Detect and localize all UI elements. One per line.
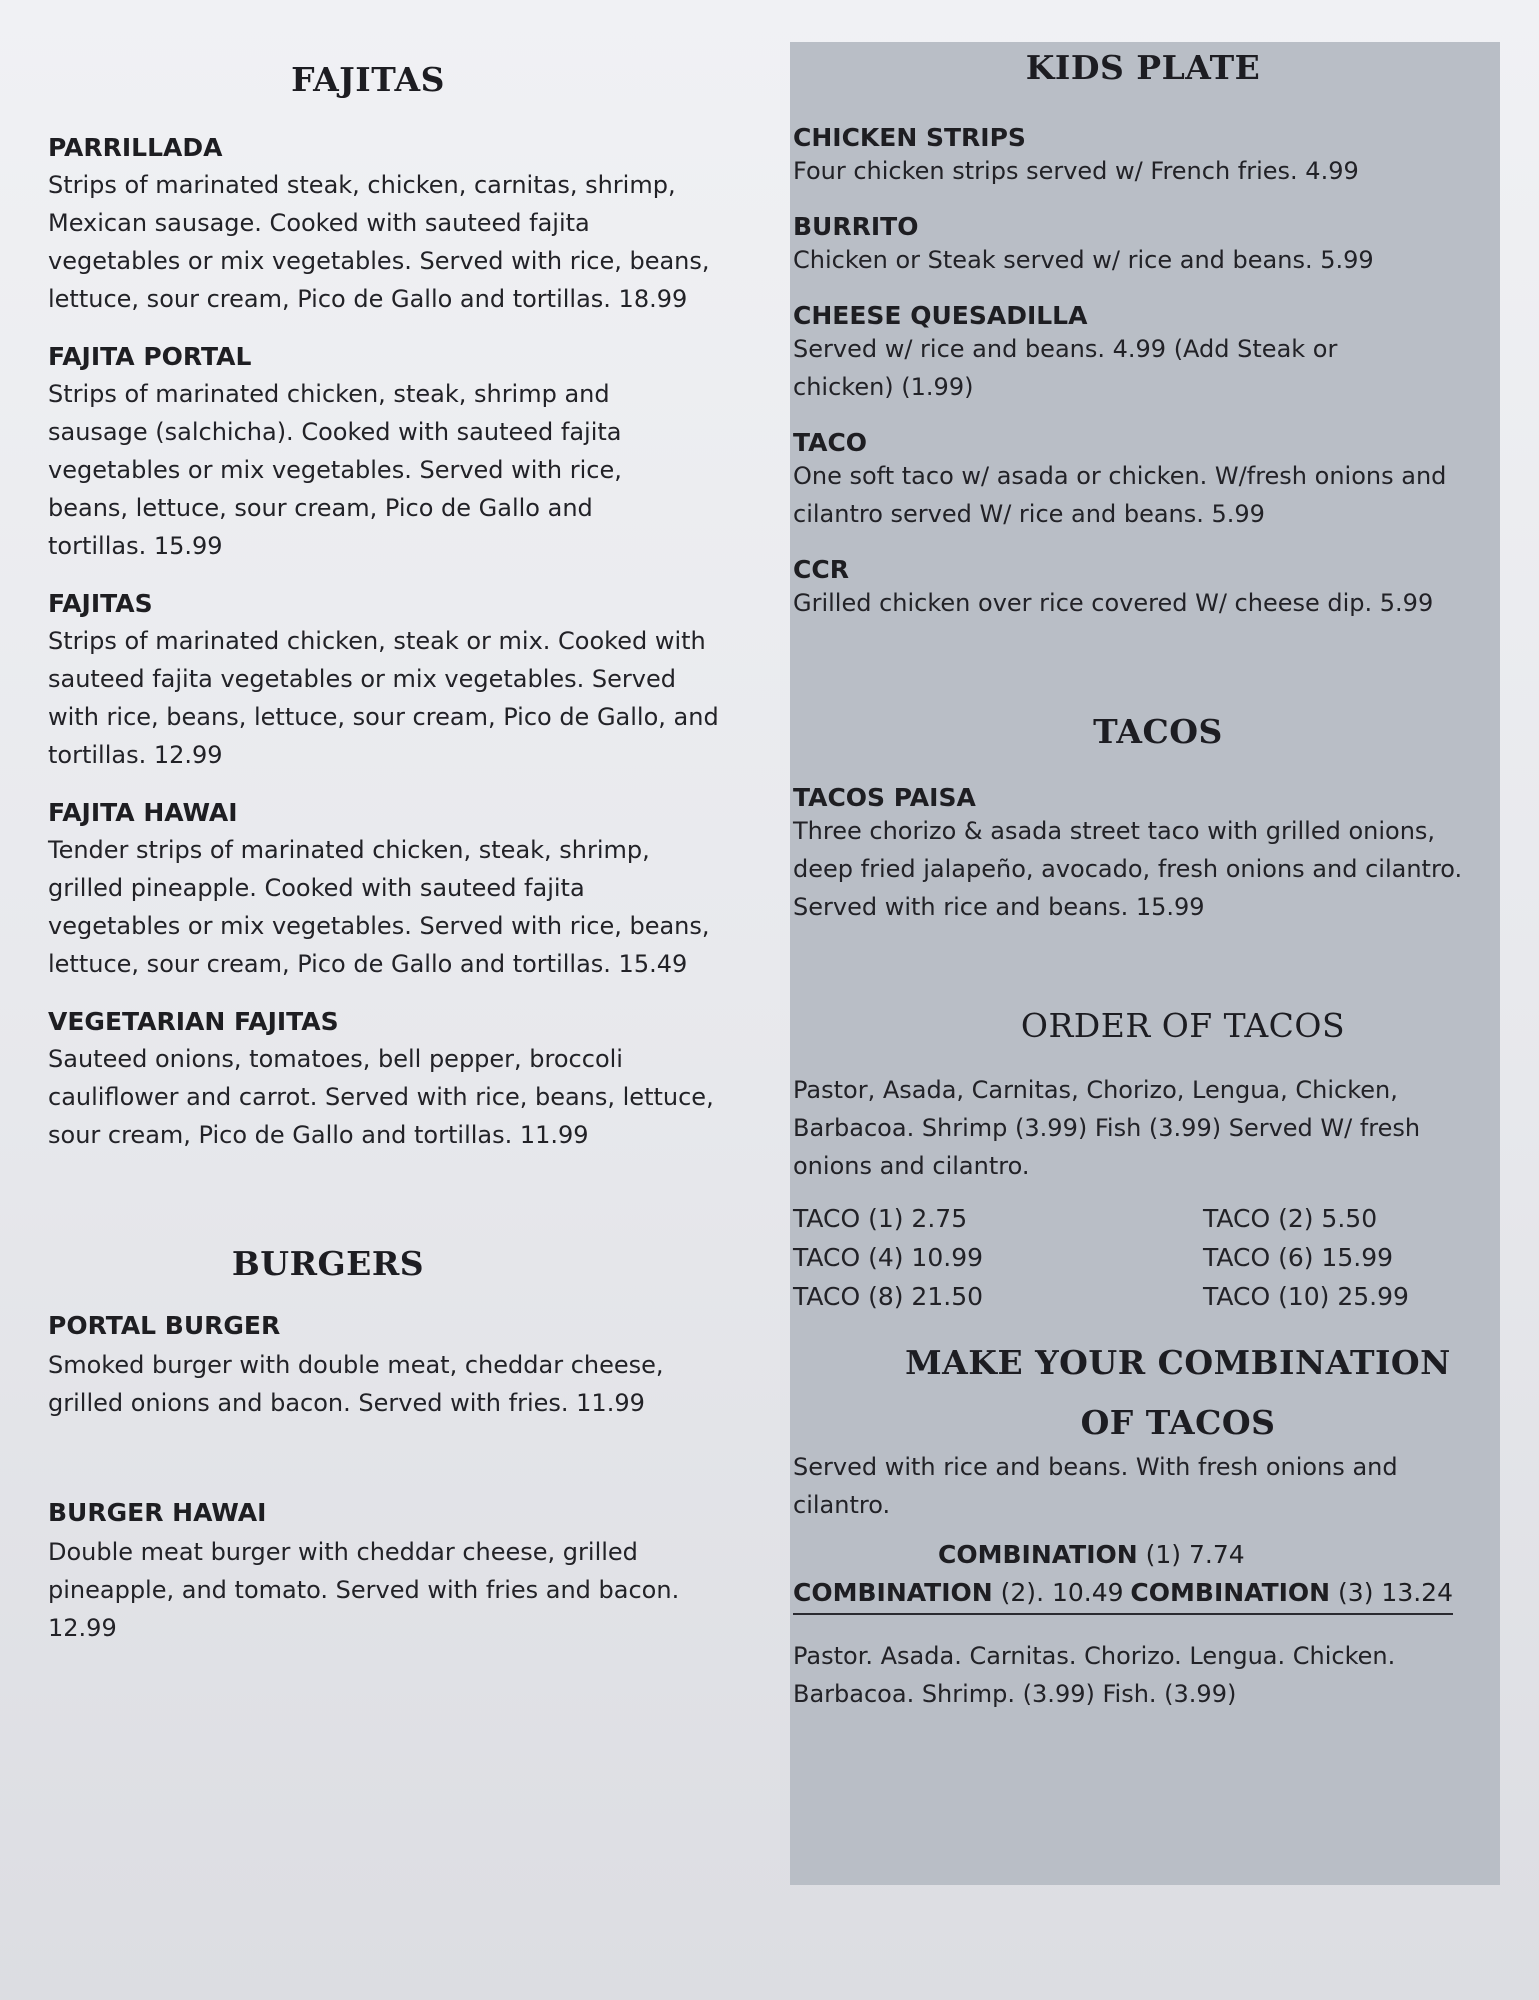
item-name: CHEESE QUESADILLA <box>793 301 1088 330</box>
item-description: Strips of marinated chicken, steak or mix. Cooked with sauteed fajita vegetables or mix vegetables. Served with rice, beans, lettuce, sour cream, Pico de Gallo, and tortillas. 12.99 <box>48 627 719 769</box>
menu-item <box>48 1311 728 1422</box>
order-of-tacos-heading: ORDER OF TACOS <box>1020 1006 1346 1045</box>
item-name: CCR <box>793 555 849 584</box>
item-description: Smoked burger with double meat, cheddar cheese, grilled onions and bacon. Served with fries. 11.99 <box>48 1351 664 1417</box>
item-name: FAJITAS <box>48 589 153 618</box>
combination-2 <box>793 1574 1124 1612</box>
combination-description: Served with rice and beans. With fresh onions and cilantro. <box>793 1453 1398 1519</box>
item-name: FAJITA PORTAL <box>48 342 252 371</box>
taco-price-list <box>793 1199 1493 1316</box>
tacos-heading: TACOS <box>1093 712 1223 751</box>
item-description: Four chicken strips served w/ French fries. 4.99 <box>793 157 1359 185</box>
item-name: VEGETARIAN FAJITAS <box>48 1007 339 1036</box>
item-name: BURGER HAWAI <box>48 1498 267 1527</box>
menu-item <box>793 301 1493 406</box>
menu-item <box>48 1498 728 1647</box>
menu-item <box>793 555 1493 622</box>
taco-price: TACO (4) 10.99 <box>793 1243 984 1272</box>
item-description: Grilled chicken over rice covered W/ cheese dip. 5.99 <box>793 589 1434 617</box>
combination-price: (2). 10.49 <box>992 1578 1124 1607</box>
taco-price: TACO (8) 21.50 <box>793 1282 984 1311</box>
combination-fillings: Pastor. Asada. Carnitas. Chorizo. Lengua. Chicken. Barbacoa. Shrimp. (3.99) Fish. (3.99) <box>793 1642 1396 1708</box>
menu-item <box>48 1007 728 1154</box>
order-of-tacos-description: Pastor, Asada, Carnitas, Chorizo, Lengua, Chicken, Barbacoa. Shrimp (3.99) Fish (3.99) Served W/ fresh onions and cilantro. <box>793 1076 1421 1180</box>
combination-1 <box>793 1536 1493 1574</box>
item-description: Double meat burger with cheddar cheese, grilled pineapple, and tomato. Served with fries and bacon. 12.99 <box>48 1538 680 1642</box>
combination-label: COMBINATION <box>793 1578 993 1607</box>
item-description: Three chorizo & asada street taco with grilled onions, deep fried jalapeño, avocado, fresh onions and cilantro. Served with rice and beans. 15.99 <box>793 817 1463 921</box>
menu-item <box>48 342 728 565</box>
item-name: BURRITO <box>793 212 919 241</box>
item-name: TACO <box>793 428 868 457</box>
menu-item <box>793 428 1493 533</box>
combination-row <box>793 1574 1493 1615</box>
item-name: CHICKEN STRIPS <box>793 123 1026 152</box>
item-description: Strips of marinated steak, chicken, carnitas, shrimp, Mexican sausage. Cooked with sauteed fajita vegetables or mix vegetables. Served with rice, beans, lettuce, sour cream, Pico de Gallo and tortillas. 18.99 <box>48 171 710 313</box>
right-column <box>793 42 1493 1713</box>
combination-heading-line2: OF TACOS <box>1080 1403 1276 1442</box>
combination-price: (1) 7.74 <box>1137 1540 1245 1569</box>
item-name: TACOS PAISA <box>793 783 976 812</box>
combination-3 <box>1130 1574 1453 1612</box>
menu-item <box>793 783 1493 926</box>
taco-price: TACO (6) 15.99 <box>1203 1243 1394 1272</box>
kids-plate-heading: KIDS PLATE <box>1025 48 1261 87</box>
item-description: Tender strips of marinated chicken, steak, shrimp, grilled pineapple. Cooked with sauteed fajita vegetables or mix vegetables. Served with rice, beans, lettuce, sour cream, Pico de Gallo and tortillas. 15.49 <box>48 836 710 978</box>
menu-item <box>48 798 728 983</box>
combination-label: COMBINATION <box>1130 1578 1331 1607</box>
item-description: Strips of marinated chicken, steak, shrimp and sausage (salchicha). Cooked with sauteed fajita vegetables or mix vegetables. Served with rice, beans, lettuce, sour cream, Pico de Gallo and tortillas. 15.99 <box>48 380 622 560</box>
combination-underline <box>793 1574 1453 1615</box>
taco-price: TACO (10) 25.99 <box>1203 1282 1409 1311</box>
menu-item <box>48 133 728 318</box>
combination-price: (3) 13.24 <box>1330 1578 1453 1607</box>
menu-item <box>793 123 1493 190</box>
item-name: PARRILLADA <box>48 133 223 162</box>
left-column <box>48 60 728 1647</box>
combination-label: COMBINATION <box>938 1540 1138 1569</box>
item-description: One soft taco w/ asada or chicken. W/fresh onions and cilantro served W/ rice and beans. 5.99 <box>793 462 1447 528</box>
combination-heading-line1: MAKE YOUR COMBINATION <box>905 1343 1451 1382</box>
item-description: Served w/ rice and beans. 4.99 (Add Steak or chicken) (1.99) <box>793 335 1338 401</box>
burgers-heading: BURGERS <box>231 1244 425 1283</box>
item-name: PORTAL BURGER <box>48 1311 281 1340</box>
taco-price: TACO (2) 5.50 <box>1203 1204 1378 1233</box>
menu-item <box>793 212 1493 279</box>
fajitas-heading: FAJITAS <box>291 60 445 99</box>
item-name: FAJITA HAWAI <box>48 798 238 827</box>
item-description: Chicken or Steak served w/ rice and beans. 5.99 <box>793 246 1374 274</box>
menu-item <box>48 589 728 774</box>
taco-price: TACO (1) 2.75 <box>793 1204 968 1233</box>
item-description: Sauteed onions, tomatoes, bell pepper, broccoli cauliflower and carrot. Served with rice, beans, lettuce, sour cream, Pico de Gallo and tortillas. 11.99 <box>48 1045 714 1149</box>
